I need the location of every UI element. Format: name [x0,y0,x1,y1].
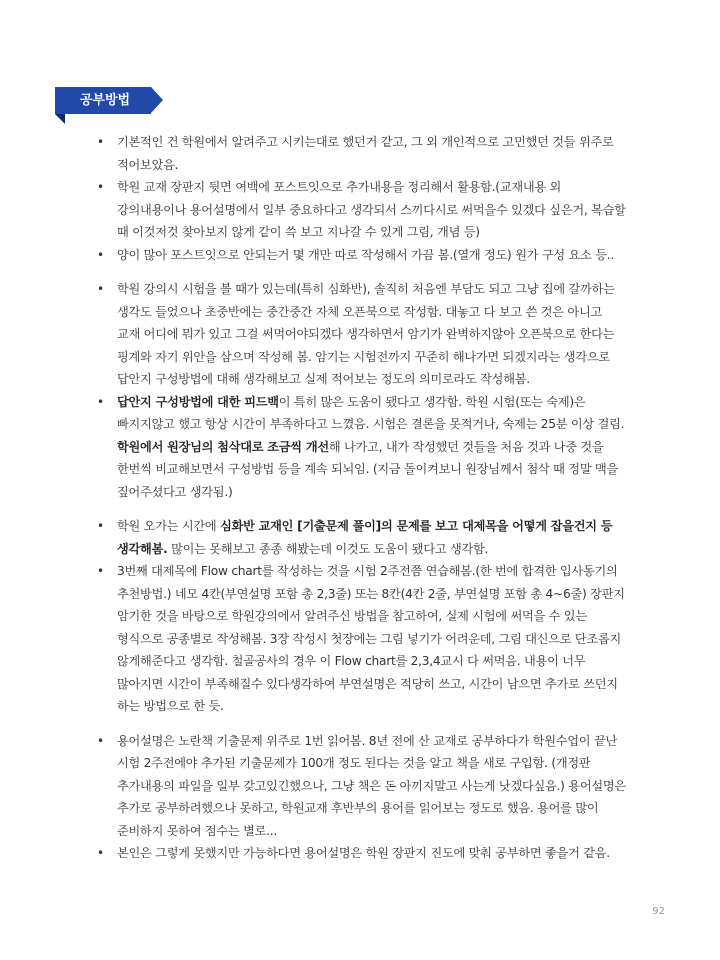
text-line [117,301,665,324]
section-tag-label: 공부방법 [79,93,131,108]
text-segment: 추천방법.) 네모 4칸(부연설명 포함 총 2,3줄) 또는 8칸(4칸 2줄, 부연설명 포함 총 4~6줄) 장판지 [117,586,625,601]
text-segment: 생각도 들었으나 초중반에는 중간중간 자체 오픈북으로 작성함. 대놓고 다 보고 쓴 것은 아니고 [117,304,602,319]
bullet-item [97,391,665,504]
section-tag-fold [55,114,65,124]
bullet-item [97,560,665,718]
text-line [117,752,665,775]
text-segment: 학원 오가는 시간에 [117,519,221,533]
text-segment: 3번째 대제목에 Flow chart를 작성하는 것을 시험 2주전쯤 연습해봄.(한 번에 합격한 입사동기의 [117,564,618,578]
text-segment: 적어보았음. [117,157,179,172]
text-line [117,391,665,414]
text-line [117,775,665,798]
text-line [117,278,665,301]
bullet-item [97,176,665,244]
text-line [117,695,665,718]
text-segment: 추가로 공부하려했으나 못하고, 학원교재 후반부의 용어를 읽어보는 정도로 했음. 용어를 많이 [117,801,599,815]
text-line [117,538,665,561]
text-segment: 이 특히 많은 도움이 됐다고 생각함. 학원 시험(또는 숙제)은 [278,394,586,409]
text-line [117,221,665,244]
bullet-group [97,730,665,865]
text-segment: 않게해준다고 생각함. 철골공사의 경우 이 Flow chart를 2,3,4교시 다 써먹음. 내용이 너무 [117,654,586,668]
text-line [117,560,665,583]
text-line [117,673,665,696]
text-segment: 짚어주셨다고 생각됨.) [117,484,233,499]
text-segment: 학원 교재 장판지 뒷면 여백에 포스트잇으로 추가내용을 정리해서 활용함.(교재내용 외 [117,180,562,194]
text-segment: 암기한 것을 바탕으로 학원강의에서 알려주신 방법을 참고하여, 실제 시험에 써먹을 수 있는 [117,609,587,623]
text-segment: 형식으로 공종별로 작성해봄. 3장 작성시 첫장에는 그림 넣기가 어려운데, 그림 대신으로 단조롭지 [117,631,622,646]
text-segment: 시험 2주전에야 추가된 기출문제가 100개 정도 된다는 것을 알고 책을 새로 구입함. (개정판 [117,756,591,770]
text-line [117,820,665,843]
text-line [117,346,665,369]
text-segment: 본인은 그렇게 못했지만 가능하다면 용어설명은 학원 장판지 진도에 맞춰 공부하면 좋을거 같음. [117,846,610,860]
bullet-item [97,131,665,176]
text-line [117,368,665,391]
bullet-group [97,131,665,266]
text-segment: 때 이것저것 찾아보지 않게 같이 쓱 보고 지나갈 수 있게 그림, 개념 등) [117,225,480,239]
text-segment: 양이 많아 포스트잇으로 안되는거 몇 개만 따로 작성해서 가끔 봄.(열개 정도) 원가 구성 요소 등.. [117,247,614,262]
text-segment: 핑계와 자기 위안을 삼으며 작성해 봄. 암기는 시험전까지 꾸준히 해나가면 되겠지라는 생각으로 [117,349,610,364]
text-line [117,797,665,820]
text-segment: 추가내용의 파일을 일부 갖고있긴했으나, 그냥 책은 돈 아끼지말고 사는게 낫겠다싶음.) 용어설명은 [117,778,626,793]
text-segment: 강의내용이나 용어설명에서 일부 중요하다고 생각되서 스끼다시로 써먹을수 있겠다 싶은거, 복습할 [117,202,626,217]
page-number: 92 [652,906,665,917]
bullet-item [97,842,665,865]
bullet-group [97,278,665,503]
text-line [117,458,665,481]
text-line [117,154,665,177]
section-tag [55,87,163,114]
bullet-item [97,730,665,843]
text-segment: 많아지면 시간이 부족해질수 있다생각하여 부연설명은 적당히 쓰고, 시간이 남으면 추가로 쓰던지 [117,676,618,691]
text-line [117,605,665,628]
bullet-item [97,278,665,391]
bullet-content [97,131,665,865]
bullet-group [97,515,665,718]
text-line [117,481,665,504]
text-line [117,176,665,199]
bold-text: 답안지 구성방법에 대한 피드백 [117,394,279,409]
text-segment: 많이는 못해보고 종종 해봤는데 이것도 도움이 됐다고 생각함. [167,541,489,556]
text-segment: 교재 어디에 뭐가 있고 그걸 써먹어야되겠다 생각하면서 암기가 완벽하지않아 오픈북으로 한다는 [117,327,615,341]
text-line [117,650,665,673]
bold-text: 심화반 교재인 [기출문제 풀이]의 문제를 보고 대제목을 어떻게 잡을건지 등 [220,519,613,533]
text-segment: 해 나가고, 내가 작성했던 것들을 처음 것과 나중 것을 [328,439,604,454]
text-segment: 용어설명은 노란책 기출문제 위주로 1번 읽어봄. 8년 전에 산 교재로 공부하다가 학원수업이 끝난 [117,733,617,748]
text-segment: 빠지지않고 했고 항상 시간이 부족하다고 느꼈음. 시험은 결론을 못적거나, 숙제는 25분 이상 걸림. [117,417,625,431]
text-segment: 준비하지 못하여 점수는 별로... [117,823,278,838]
text-segment: 하는 방법으로 한 듯. [117,699,224,713]
text-line [117,323,665,346]
text-segment: 답안지 구성방법에 대해 생각해보고 실제 적어보는 정도의 의미로라도 작성해봄. [117,372,530,386]
text-line [117,842,665,865]
text-line [117,413,665,436]
text-line [117,730,665,753]
bullet-item [97,515,665,560]
text-line [117,244,665,267]
text-line [117,199,665,222]
text-line [117,515,665,538]
bold-text: 생각해봄. [117,541,168,556]
text-segment: 학원 강의시 시험을 볼 때가 있는데(특히 심화반), 솔직히 처음엔 부담도 되고 그냥 집에 갈까하는 [117,282,615,296]
bold-text: 학원에서 원장님의 첨삭대로 조금씩 개선 [117,439,329,454]
text-line [117,628,665,651]
text-segment: 한번씩 비교해보면서 구성방법 등을 계속 되뇌임. (지금 돌이켜보니 원장님께서 첨삭 때 정말 맥을 [117,462,619,476]
text-line [117,131,665,154]
text-line [117,583,665,606]
text-line [117,436,665,459]
bullet-item [97,244,665,267]
text-segment: 기본적인 건 학원에서 알려주고 시키는대로 했던거 같고, 그 외 개인적으로 고민했던 것들 위주로 [117,135,614,149]
